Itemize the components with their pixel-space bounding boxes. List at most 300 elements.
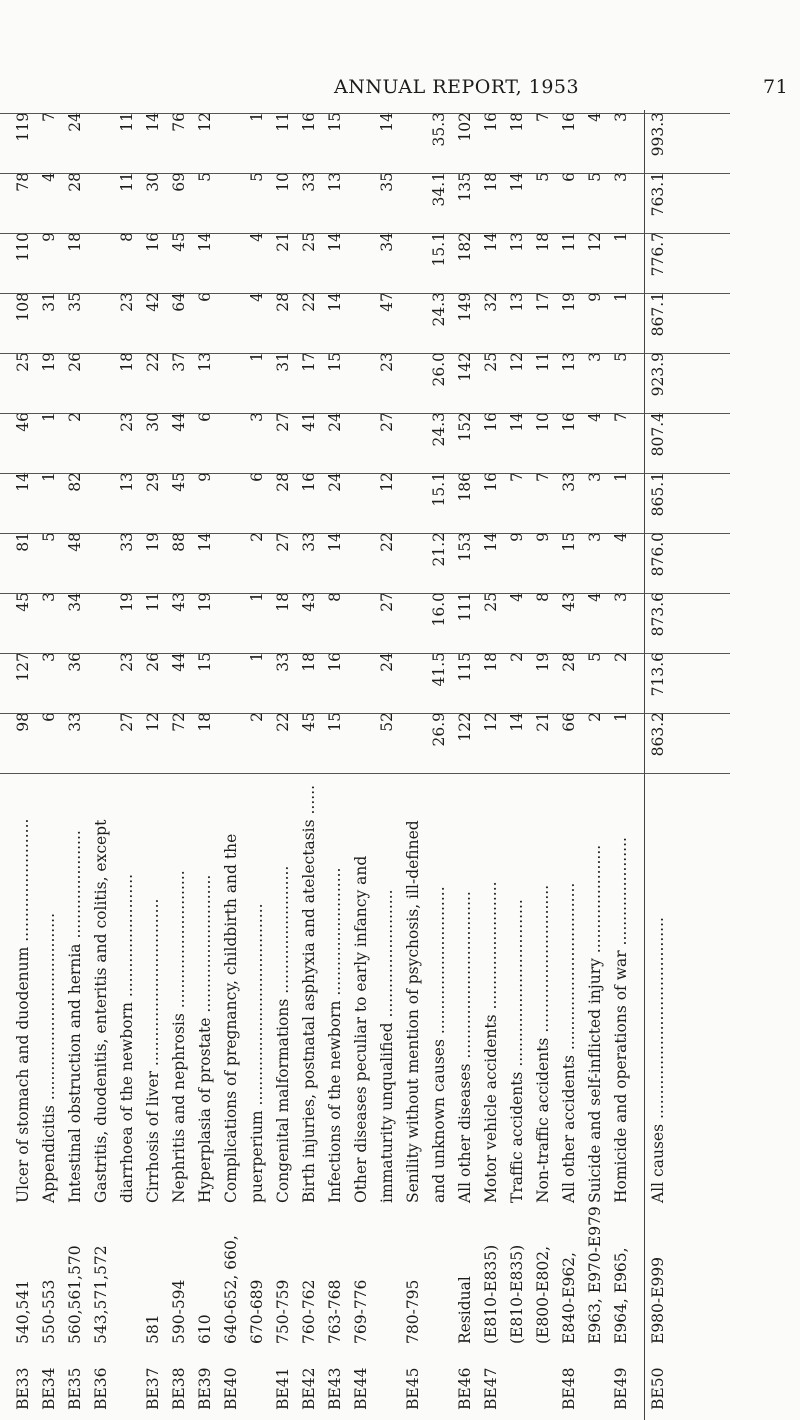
value-cell: 2 bbox=[248, 532, 266, 542]
value-cell: 5 bbox=[196, 172, 214, 182]
value-cell: 81 bbox=[14, 532, 32, 552]
value-cell: 22 bbox=[144, 352, 162, 372]
value-cell: 16 bbox=[300, 112, 318, 132]
value-cell: 2 bbox=[586, 712, 604, 722]
value-cell: 45 bbox=[14, 592, 32, 612]
value-cell: 17 bbox=[300, 352, 318, 372]
value-cell: 14 bbox=[196, 532, 214, 552]
value-cell: 863.2 bbox=[649, 712, 667, 757]
row-isc-numbers: E963, E970-E979 bbox=[586, 1206, 604, 1344]
column-rule bbox=[0, 173, 730, 174]
value-cell: 763.1 bbox=[649, 172, 667, 217]
row-code: BE36 bbox=[92, 1367, 110, 1410]
table-row bbox=[296, 110, 322, 1420]
row-cause: Congenital malformations .......................... bbox=[274, 865, 292, 1203]
row-cause: Other diseases peculiar to early infancy and bbox=[352, 855, 370, 1203]
value-cell: 7 bbox=[40, 112, 58, 122]
value-cell: 18 bbox=[508, 112, 526, 132]
value-cell: 18 bbox=[196, 712, 214, 732]
row-isc-numbers: 640-652, 660, bbox=[222, 1235, 240, 1344]
row-cause: Birth injuries, postnatal asphyxia and atelectasis ...... bbox=[300, 784, 318, 1203]
value-cell: 3 bbox=[612, 592, 630, 602]
page-number: 71 bbox=[763, 76, 789, 98]
value-cell: 102 bbox=[456, 112, 474, 142]
column-rule bbox=[0, 293, 730, 294]
row-isc-numbers: 750-759 bbox=[274, 1279, 292, 1344]
table-row bbox=[140, 110, 166, 1420]
value-cell: 14 bbox=[508, 712, 526, 732]
value-cell: 19 bbox=[196, 592, 214, 612]
value-cell: 24 bbox=[326, 472, 344, 492]
value-cell: 11 bbox=[118, 172, 136, 192]
row-isc-numbers: 610 bbox=[196, 1314, 214, 1344]
row-code: BE47 bbox=[482, 1367, 500, 1410]
value-cell: 14 bbox=[326, 232, 344, 252]
value-cell: 13 bbox=[118, 472, 136, 492]
table-row bbox=[504, 110, 530, 1420]
row-cause: Homicide and operations of war ...................... bbox=[612, 837, 630, 1203]
value-cell: 35 bbox=[66, 292, 84, 312]
value-cell: 111 bbox=[456, 592, 474, 622]
value-cell: 5 bbox=[534, 172, 552, 182]
value-cell: 12 bbox=[586, 232, 604, 252]
table-row bbox=[62, 110, 88, 1420]
value-cell: 15 bbox=[326, 712, 344, 732]
value-cell: 1 bbox=[248, 352, 266, 362]
row-isc-numbers: E980-E999 bbox=[649, 1256, 667, 1344]
value-cell: 34 bbox=[66, 592, 84, 612]
value-cell: 33 bbox=[274, 652, 292, 672]
value-cell: 16 bbox=[482, 472, 500, 492]
value-cell: 43 bbox=[560, 592, 578, 612]
value-cell: 1 bbox=[612, 292, 630, 302]
mortality-table bbox=[0, 110, 745, 1420]
value-cell: 28 bbox=[66, 172, 84, 192]
value-cell: 14 bbox=[14, 472, 32, 492]
row-code: BE49 bbox=[612, 1367, 630, 1410]
table-row bbox=[244, 110, 270, 1420]
value-cell: 4 bbox=[248, 232, 266, 242]
value-cell: 46 bbox=[14, 412, 32, 432]
value-cell: 43 bbox=[170, 592, 188, 612]
value-cell: 31 bbox=[40, 292, 58, 312]
value-cell: 32 bbox=[482, 292, 500, 312]
row-code: BE46 bbox=[456, 1367, 474, 1410]
value-cell: 45 bbox=[170, 232, 188, 252]
value-cell: 12 bbox=[508, 352, 526, 372]
value-cell: 26 bbox=[144, 652, 162, 672]
value-cell: 19 bbox=[144, 532, 162, 552]
value-cell: 5 bbox=[40, 532, 58, 542]
value-cell: 33 bbox=[66, 712, 84, 732]
value-cell: 14 bbox=[482, 532, 500, 552]
row-cause: All causes ......................................... bbox=[649, 917, 667, 1203]
value-cell: 52 bbox=[378, 712, 396, 732]
table-row bbox=[478, 110, 504, 1420]
value-cell: 82 bbox=[66, 472, 84, 492]
value-cell: 44 bbox=[170, 652, 188, 672]
column-rule bbox=[0, 353, 730, 354]
row-cause: Suicide and self-inflicted injury ...................... bbox=[586, 844, 604, 1203]
value-cell: 41 bbox=[300, 412, 318, 432]
value-cell: 33 bbox=[118, 532, 136, 552]
value-cell: 1 bbox=[612, 232, 630, 242]
row-cause: puerperium ......................................... bbox=[248, 903, 266, 1203]
row-isc-numbers: 540,541 bbox=[14, 1279, 32, 1344]
value-cell: 119 bbox=[14, 112, 32, 142]
table-row bbox=[88, 110, 114, 1420]
row-isc-numbers: E840-E962, bbox=[560, 1252, 578, 1344]
row-isc-numbers: 550-553 bbox=[40, 1279, 58, 1344]
value-cell: 1 bbox=[612, 472, 630, 482]
value-cell: 923.9 bbox=[649, 352, 667, 397]
table-row bbox=[608, 110, 634, 1420]
value-cell: 47 bbox=[378, 292, 396, 312]
value-cell: 30 bbox=[144, 412, 162, 432]
table-row bbox=[114, 110, 140, 1420]
value-cell: 876.0 bbox=[649, 532, 667, 577]
value-cell: 13 bbox=[196, 352, 214, 372]
value-cell: 19 bbox=[560, 292, 578, 312]
value-cell: 27 bbox=[118, 712, 136, 732]
row-cause: immaturity unqualified .......................... bbox=[378, 889, 396, 1203]
value-cell: 6 bbox=[40, 712, 58, 722]
value-cell: 4 bbox=[40, 172, 58, 182]
value-cell: 27 bbox=[274, 412, 292, 432]
value-cell: 4 bbox=[508, 592, 526, 602]
value-cell: 122 bbox=[456, 712, 474, 742]
value-cell: 15 bbox=[326, 112, 344, 132]
value-cell: 35.3 bbox=[430, 112, 448, 147]
row-cause: All other diseases .................................. bbox=[456, 891, 474, 1203]
value-cell: 24 bbox=[326, 412, 344, 432]
value-cell: 14 bbox=[508, 412, 526, 432]
row-isc-numbers: 581 bbox=[144, 1314, 162, 1344]
value-cell: 18 bbox=[66, 232, 84, 252]
value-cell: 7 bbox=[508, 472, 526, 482]
value-cell: 5 bbox=[586, 172, 604, 182]
value-cell: 776.7 bbox=[649, 232, 667, 277]
table-row bbox=[10, 110, 36, 1420]
row-code: BE44 bbox=[352, 1367, 370, 1410]
value-cell: 33 bbox=[560, 472, 578, 492]
value-cell: 23 bbox=[118, 652, 136, 672]
value-cell: 3 bbox=[586, 532, 604, 542]
value-cell: 1 bbox=[40, 412, 58, 422]
value-cell: 27 bbox=[378, 412, 396, 432]
page-title: ANNUAL REPORT, 1953 bbox=[334, 76, 580, 98]
value-cell: 24 bbox=[378, 652, 396, 672]
value-cell: 115 bbox=[456, 652, 474, 682]
value-cell: 37 bbox=[170, 352, 188, 372]
row-isc-numbers: E964, E965, bbox=[612, 1247, 630, 1344]
value-cell: 5 bbox=[248, 172, 266, 182]
value-cell: 3 bbox=[586, 352, 604, 362]
value-cell: 26.9 bbox=[430, 712, 448, 747]
column-rule bbox=[0, 533, 730, 534]
value-cell: 26 bbox=[66, 352, 84, 372]
value-cell: 14 bbox=[508, 172, 526, 192]
value-cell: 1 bbox=[248, 592, 266, 602]
value-cell: 865.1 bbox=[649, 472, 667, 517]
value-cell: 14 bbox=[144, 112, 162, 132]
row-cause: Complications of pregnancy, childbirth and the bbox=[222, 833, 240, 1203]
value-cell: 9 bbox=[508, 532, 526, 542]
value-cell: 18 bbox=[118, 352, 136, 372]
column-rule bbox=[0, 773, 730, 774]
value-cell: 7 bbox=[612, 412, 630, 422]
value-cell: 66 bbox=[560, 712, 578, 732]
row-cause: Hyperplasia of prostate ............................ bbox=[196, 874, 214, 1203]
column-rule bbox=[0, 113, 730, 114]
value-cell: 5 bbox=[586, 652, 604, 662]
value-cell: 16 bbox=[300, 472, 318, 492]
value-cell: 993.3 bbox=[649, 112, 667, 157]
row-cause: Intestinal obstruction and hernia ...................... bbox=[66, 830, 84, 1203]
row-isc-numbers: 769-776 bbox=[352, 1279, 370, 1344]
row-isc-numbers: 760-762 bbox=[300, 1279, 318, 1344]
row-cause: Infections of the newborn .......................... bbox=[326, 867, 344, 1203]
table-row bbox=[374, 110, 400, 1420]
value-cell: 21 bbox=[534, 712, 552, 732]
value-cell: 152 bbox=[456, 412, 474, 442]
value-cell: 182 bbox=[456, 232, 474, 262]
value-cell: 1 bbox=[612, 712, 630, 722]
value-cell: 2 bbox=[508, 652, 526, 662]
row-code: BE40 bbox=[222, 1367, 240, 1410]
table-row bbox=[192, 110, 218, 1420]
value-cell: 23 bbox=[118, 292, 136, 312]
value-cell: 3 bbox=[248, 412, 266, 422]
row-isc-numbers: 763-768 bbox=[326, 1279, 344, 1344]
row-code: BE43 bbox=[326, 1367, 344, 1410]
value-cell: 8 bbox=[118, 232, 136, 242]
value-cell: 135 bbox=[456, 172, 474, 202]
table-row bbox=[556, 110, 582, 1420]
table-row bbox=[36, 110, 62, 1420]
value-cell: 12 bbox=[482, 712, 500, 732]
value-cell: 4 bbox=[248, 292, 266, 302]
value-cell: 6 bbox=[560, 172, 578, 182]
value-cell: 31 bbox=[274, 352, 292, 372]
table-row bbox=[166, 110, 192, 1420]
row-code: BE33 bbox=[14, 1367, 32, 1410]
value-cell: 2 bbox=[66, 412, 84, 422]
value-cell: 4 bbox=[586, 112, 604, 122]
table-row bbox=[426, 110, 452, 1420]
column-rule bbox=[0, 233, 730, 234]
value-cell: 127 bbox=[14, 652, 32, 682]
value-cell: 3 bbox=[40, 592, 58, 602]
value-cell: 16 bbox=[482, 112, 500, 132]
value-cell: 12 bbox=[144, 712, 162, 732]
value-cell: 16 bbox=[326, 652, 344, 672]
row-isc-numbers: 543,571,572 bbox=[92, 1245, 110, 1344]
value-cell: 33 bbox=[300, 532, 318, 552]
value-cell: 8 bbox=[326, 592, 344, 602]
value-cell: 14 bbox=[196, 232, 214, 252]
value-cell: 6 bbox=[248, 472, 266, 482]
value-cell: 110 bbox=[14, 232, 32, 262]
value-cell: 186 bbox=[456, 472, 474, 502]
value-cell: 13 bbox=[326, 172, 344, 192]
value-cell: 23 bbox=[118, 412, 136, 432]
value-cell: 24.3 bbox=[430, 412, 448, 447]
value-cell: 18 bbox=[482, 172, 500, 192]
value-cell: 64 bbox=[170, 292, 188, 312]
value-cell: 19 bbox=[40, 352, 58, 372]
row-code: BE38 bbox=[170, 1367, 188, 1410]
value-cell: 14 bbox=[326, 532, 344, 552]
value-cell: 22 bbox=[378, 532, 396, 552]
row-code: BE34 bbox=[40, 1367, 58, 1410]
value-cell: 16 bbox=[560, 412, 578, 432]
value-cell: 12 bbox=[378, 472, 396, 492]
row-code: BE37 bbox=[144, 1367, 162, 1410]
value-cell: 17 bbox=[534, 292, 552, 312]
column-rule bbox=[0, 653, 730, 654]
value-cell: 33 bbox=[300, 172, 318, 192]
value-cell: 11 bbox=[118, 112, 136, 132]
value-cell: 18 bbox=[534, 232, 552, 252]
value-cell: 36 bbox=[66, 652, 84, 672]
row-cause: Motor vehicle accidents .......................... bbox=[482, 881, 500, 1203]
value-cell: 9 bbox=[586, 292, 604, 302]
row-isc-numbers: (E800-E802, bbox=[534, 1245, 552, 1344]
row-code: BE50 bbox=[649, 1367, 667, 1410]
value-cell: 22 bbox=[274, 712, 292, 732]
value-cell: 27 bbox=[378, 592, 396, 612]
value-cell: 4 bbox=[586, 592, 604, 602]
value-cell: 3 bbox=[612, 112, 630, 122]
value-cell: 76 bbox=[170, 112, 188, 132]
table-row bbox=[582, 110, 608, 1420]
table-row bbox=[218, 110, 244, 1420]
value-cell: 9 bbox=[40, 232, 58, 242]
value-cell: 28 bbox=[274, 292, 292, 312]
value-cell: 16 bbox=[482, 412, 500, 432]
row-code: BE41 bbox=[274, 1367, 292, 1410]
column-rule bbox=[0, 713, 730, 714]
value-cell: 72 bbox=[170, 712, 188, 732]
value-cell: 6 bbox=[196, 412, 214, 422]
value-cell: 48 bbox=[66, 532, 84, 552]
row-cause: and unknown causes .............................. bbox=[430, 886, 448, 1203]
value-cell: 12 bbox=[196, 112, 214, 132]
row-cause: All other accidents .................................. bbox=[560, 882, 578, 1203]
row-cause: Gastritis, duodenitis, enteritis and colitis, except bbox=[92, 819, 110, 1203]
value-cell: 45 bbox=[170, 472, 188, 492]
value-cell: 16.0 bbox=[430, 592, 448, 627]
row-cause: Ulcer of stomach and duodenum ......................... bbox=[14, 818, 32, 1203]
value-cell: 28 bbox=[560, 652, 578, 672]
value-cell: 34.1 bbox=[430, 172, 448, 207]
value-cell: 19 bbox=[118, 592, 136, 612]
value-cell: 1 bbox=[40, 472, 58, 482]
value-cell: 18 bbox=[482, 652, 500, 672]
value-cell: 153 bbox=[456, 532, 474, 562]
value-cell: 25 bbox=[482, 592, 500, 612]
value-cell: 11 bbox=[274, 112, 292, 132]
row-cause: diarrhoea of the newborn ......................... bbox=[118, 873, 136, 1203]
value-cell: 41.5 bbox=[430, 652, 448, 687]
value-cell: 14 bbox=[326, 292, 344, 312]
value-cell: 45 bbox=[300, 712, 318, 732]
value-cell: 69 bbox=[170, 172, 188, 192]
value-cell: 15.1 bbox=[430, 232, 448, 267]
value-cell: 7 bbox=[534, 112, 552, 122]
value-cell: 2 bbox=[248, 712, 266, 722]
value-cell: 4 bbox=[612, 532, 630, 542]
row-cause: Non-traffic accidents .............................. bbox=[534, 884, 552, 1203]
value-cell: 16 bbox=[144, 232, 162, 252]
value-cell: 88 bbox=[170, 532, 188, 552]
value-cell: 108 bbox=[14, 292, 32, 322]
row-isc-numbers: Residual bbox=[456, 1276, 474, 1344]
row-isc-numbers: (E810-E835) bbox=[508, 1244, 526, 1344]
value-cell: 9 bbox=[534, 532, 552, 542]
value-cell: 5 bbox=[612, 352, 630, 362]
value-cell: 3 bbox=[612, 172, 630, 182]
value-cell: 14 bbox=[378, 112, 396, 132]
value-cell: 18 bbox=[300, 652, 318, 672]
table-row bbox=[270, 110, 296, 1420]
row-isc-numbers: (E810-E835) bbox=[482, 1244, 500, 1344]
value-cell: 13 bbox=[508, 232, 526, 252]
row-code: BE48 bbox=[560, 1367, 578, 1410]
value-cell: 18 bbox=[274, 592, 292, 612]
row-cause: Traffic accidents .................................. bbox=[508, 899, 526, 1203]
row-cause: Cirrhosis of liver .................................. bbox=[144, 898, 162, 1203]
row-code: BE39 bbox=[196, 1367, 214, 1410]
value-cell: 15 bbox=[560, 532, 578, 552]
table-row bbox=[400, 110, 426, 1420]
value-cell: 16 bbox=[560, 112, 578, 132]
value-cell: 22 bbox=[300, 292, 318, 312]
value-cell: 24.3 bbox=[430, 292, 448, 327]
value-cell: 807.4 bbox=[649, 412, 667, 457]
table-row bbox=[452, 110, 478, 1420]
value-cell: 873.6 bbox=[649, 592, 667, 637]
value-cell: 30 bbox=[144, 172, 162, 192]
row-cause: Senility without mention of psychosis, ill-defined bbox=[404, 820, 422, 1203]
table-row bbox=[530, 110, 556, 1420]
value-cell: 11 bbox=[534, 352, 552, 372]
row-isc-numbers: 670-689 bbox=[248, 1279, 266, 1344]
value-cell: 29 bbox=[144, 472, 162, 492]
value-cell: 78 bbox=[14, 172, 32, 192]
value-cell: 98 bbox=[14, 712, 32, 732]
value-cell: 15.1 bbox=[430, 472, 448, 507]
column-rule bbox=[0, 593, 730, 594]
value-cell: 11 bbox=[560, 232, 578, 252]
value-cell: 1 bbox=[248, 652, 266, 662]
value-cell: 43 bbox=[300, 592, 318, 612]
value-cell: 25 bbox=[300, 232, 318, 252]
value-cell: 9 bbox=[196, 472, 214, 482]
value-cell: 15 bbox=[326, 352, 344, 372]
value-cell: 867.1 bbox=[649, 292, 667, 337]
value-cell: 19 bbox=[534, 652, 552, 672]
value-cell: 25 bbox=[482, 352, 500, 372]
value-cell: 2 bbox=[612, 652, 630, 662]
value-cell: 13 bbox=[508, 292, 526, 312]
value-cell: 6 bbox=[196, 292, 214, 302]
value-cell: 21.2 bbox=[430, 532, 448, 567]
value-cell: 10 bbox=[534, 412, 552, 432]
value-cell: 21 bbox=[274, 232, 292, 252]
value-cell: 4 bbox=[586, 412, 604, 422]
